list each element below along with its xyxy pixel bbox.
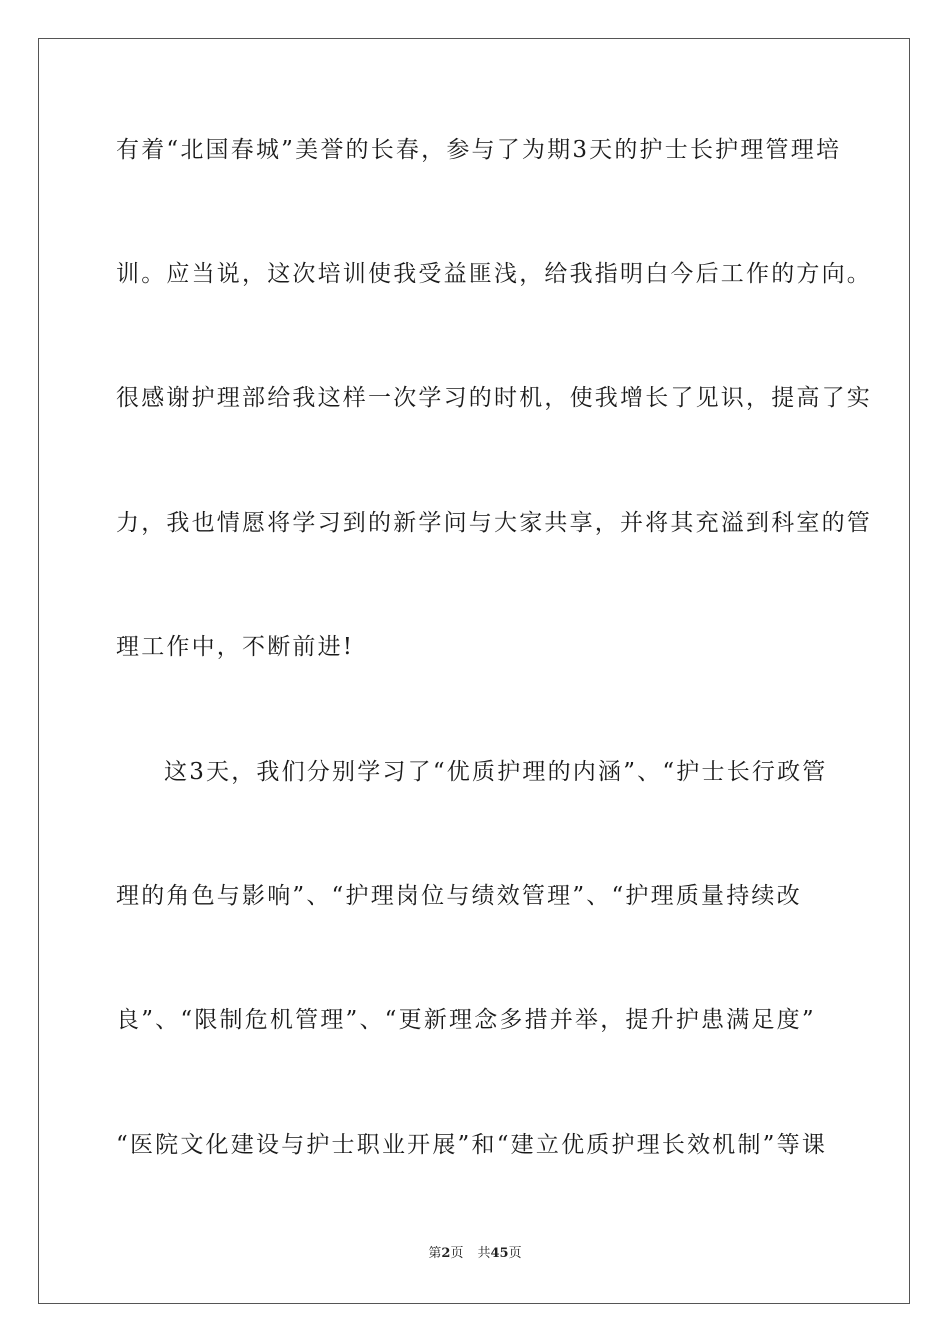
total-prefix: 共 [477, 1246, 491, 1261]
text-line-4: 力，我也情愿将学习到的新学问与大家共享，并将其充溢到科室的管 [116, 510, 872, 536]
text-line-1: 有着“北国春城”美誉的长春，参与了为期3天的护士长护理管理培 [116, 137, 842, 163]
text-line-8: 良”、“限制危机管理”、“更新理念多措并举，提升护患满足度” [116, 1007, 816, 1033]
text-line-3: 很感谢护理部给我这样一次学习的时机，使我增长了见识，提高了实 [116, 385, 872, 411]
text-line-2: 训。应当说，这次培训使我受益匪浅，给我指明白今后工作的方向。 [116, 261, 872, 287]
total-pages: 45 [490, 1246, 509, 1261]
page-border [38, 38, 910, 1304]
page-suffix: 页 [450, 1246, 464, 1261]
text-line-5: 理工作中，不断前进! [116, 634, 355, 660]
total-suffix: 页 [508, 1246, 522, 1261]
text-line-7: 理的角色与影响”、“护理岗位与绩效管理”、“护理质量持续改 [116, 883, 802, 909]
paragraph-2-first-line: 这3天，我们分别学习了“优质护理的内涵”、“护士长行政管 [164, 759, 828, 785]
page-footer [0, 1245, 950, 1263]
text-line-9: “医院文化建设与护士职业开展”和“建立优质护理长效机制”等课 [116, 1132, 828, 1158]
page-number: 2 [441, 1246, 451, 1261]
page-prefix: 第 [428, 1246, 442, 1261]
